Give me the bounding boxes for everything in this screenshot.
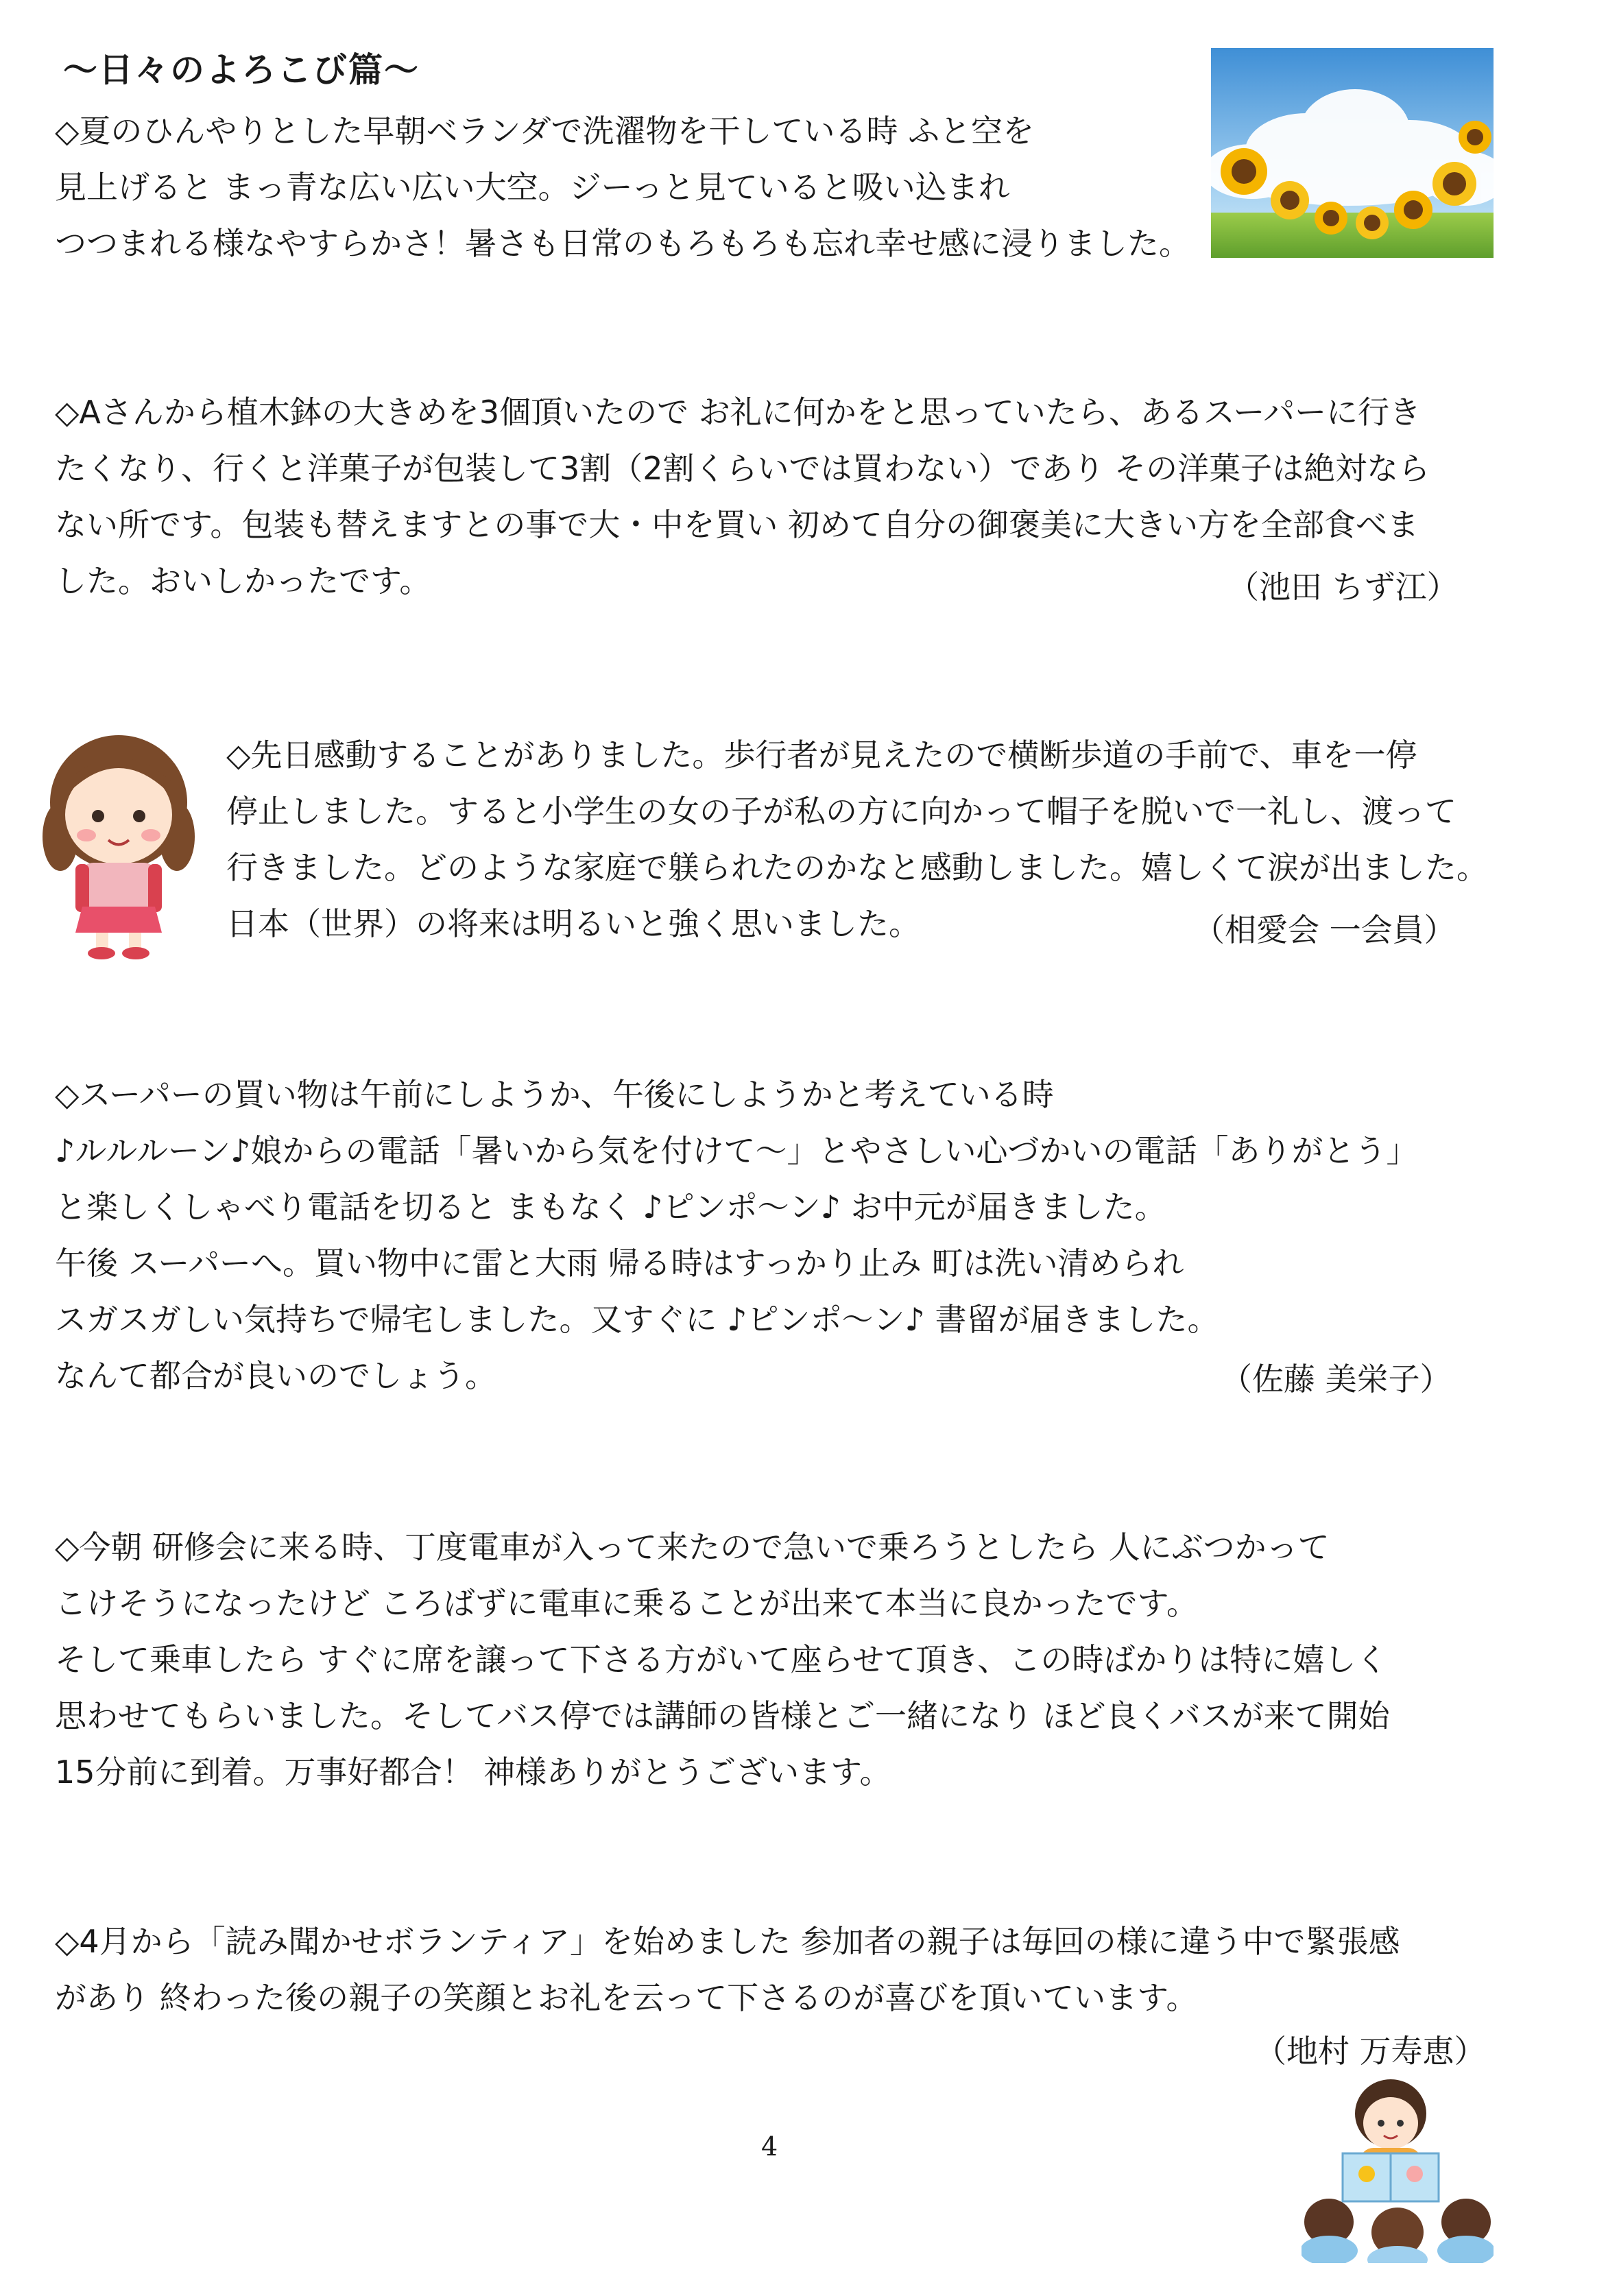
entry-5 (55, 1519, 1390, 1800)
entry-1-line-2: 見上げると まっ青な広い広い大空。ジーっと見ていると吸い込まれ (55, 169, 1010, 206)
entry-2-line-1: ◇Aさんから植木鉢の大きめを3個頂いたので お礼に何かをと思っていたら、あるスーパーに行き (55, 394, 1422, 431)
entry-6-line-2: があり 終わった後の親子の笑顔とお礼を云って下さるのが喜びを頂いています。 (55, 1979, 1198, 2016)
entry-3-line-4: 日本（世界）の将来は明るいと強く思いました。 (226, 905, 920, 942)
entry-5-line-2: こけそうになったけど ころばずに電車に乗ることが出来て本当に良かったです。 (55, 1585, 1198, 1622)
entry-4-line-5: スガスガしい気持ちで帰宅しました。又すぐに ♪ピンポ～ン♪ 書留が届きました。 (55, 1301, 1219, 1338)
entry-2 (55, 384, 1430, 609)
entry-4-line-2: ♪ルルルーン♪娘からの電話「暑いから気を付けて～」とやさしい心づかいの電話「ありがとう」 (55, 1132, 1418, 1169)
entry-4-line-4: 午後 スーパーへ。買い物中に雷と大雨 帰る時はすっかり止み 町は洗い清められ (55, 1245, 1184, 1282)
entry-4-line-6: なんて都合が良いのでしょう。 (55, 1357, 496, 1394)
sunflower-sky-illustration (1211, 48, 1494, 258)
entry-2-line-2: たくなり、行くと洋菓子が包装して3割（2割くらいでは買わない）であり その洋菓子は絶対なら (55, 450, 1430, 487)
entry-5-line-3: そして乗車したら すぐに席を譲って下さる方がいて座らせて頂き、この時ばかりは特に嬉しく (55, 1641, 1388, 1678)
entry-4-author: （佐藤 美栄子） (1221, 1361, 1452, 1398)
storytelling-children-illustration (1302, 2071, 1494, 2263)
entry-1-line-1: ◇夏のひんやりとした早朝ベランダで洗濯物を干している時 ふと空を (55, 112, 1035, 150)
entry-6-author: （地村 万寿恵） (1255, 2033, 1486, 2070)
page-title: ～日々のよろこび篇～ (63, 50, 420, 90)
entry-2-author: （池田 ちず江） (1227, 569, 1459, 606)
entry-2-line-3: ない所です。包装も替えますとの事で大・中を買い 初めて自分の御褒美に大きい方を全部食べま (55, 506, 1419, 543)
entry-3-line-3: 行きました。どのような家庭で躾られたのかなと感動しました。嬉しくて涙が出ました。 (226, 849, 1488, 886)
entry-5-line-5: 15分前に到着。万事好都合！ 神様ありがとうございます。 (55, 1754, 891, 1791)
entry-3-author: （相愛会 一会員） (1193, 911, 1456, 948)
entry-3-line-2: 停止しました。すると小学生の女の子が私の方に向かって帽子を脱いで一礼し、渡って (226, 793, 1456, 830)
entry-6 (55, 1913, 1400, 2026)
entry-1 (55, 103, 1190, 272)
page-number: 4 (761, 2131, 778, 2162)
entry-1-line-3: つつまれる様なやすらかさ！暑さも日常のもろもろも忘れ幸せ感に浸りました。 (55, 225, 1190, 262)
entry-5-line-1: ◇今朝 研修会に来る時、丁度電車が入って来たので急いで乗ろうとしたら 人にぶつかって (55, 1529, 1330, 1566)
entry-4 (55, 1066, 1418, 1404)
entry-5-line-4: 思わせてもらいました。そしてバス停では講師の皆様とご一緒になり ほど良くバスが来て開始 (55, 1697, 1390, 1734)
schoolgirl-illustration (33, 727, 204, 960)
entry-4-line-1: ◇スーパーの買い物は午前にしようか、午後にしようかと考えている時 (55, 1076, 1054, 1113)
entry-2-line-4: した。おいしかったです。 (55, 562, 431, 599)
entry-4-line-3: と楽しくしゃべり電話を切ると まもなく ♪ピンポ～ン♪ お中元が届きました。 (55, 1188, 1166, 1225)
entry-3-line-1: ◇先日感動することがありました。歩行者が見えたので横断歩道の手前で、車を一停 (226, 737, 1417, 774)
entry-6-line-1: ◇4月から「読み聞かせボランティア」を始めました 参加者の親子は毎回の様に違う中で緊張感 (55, 1923, 1400, 1960)
